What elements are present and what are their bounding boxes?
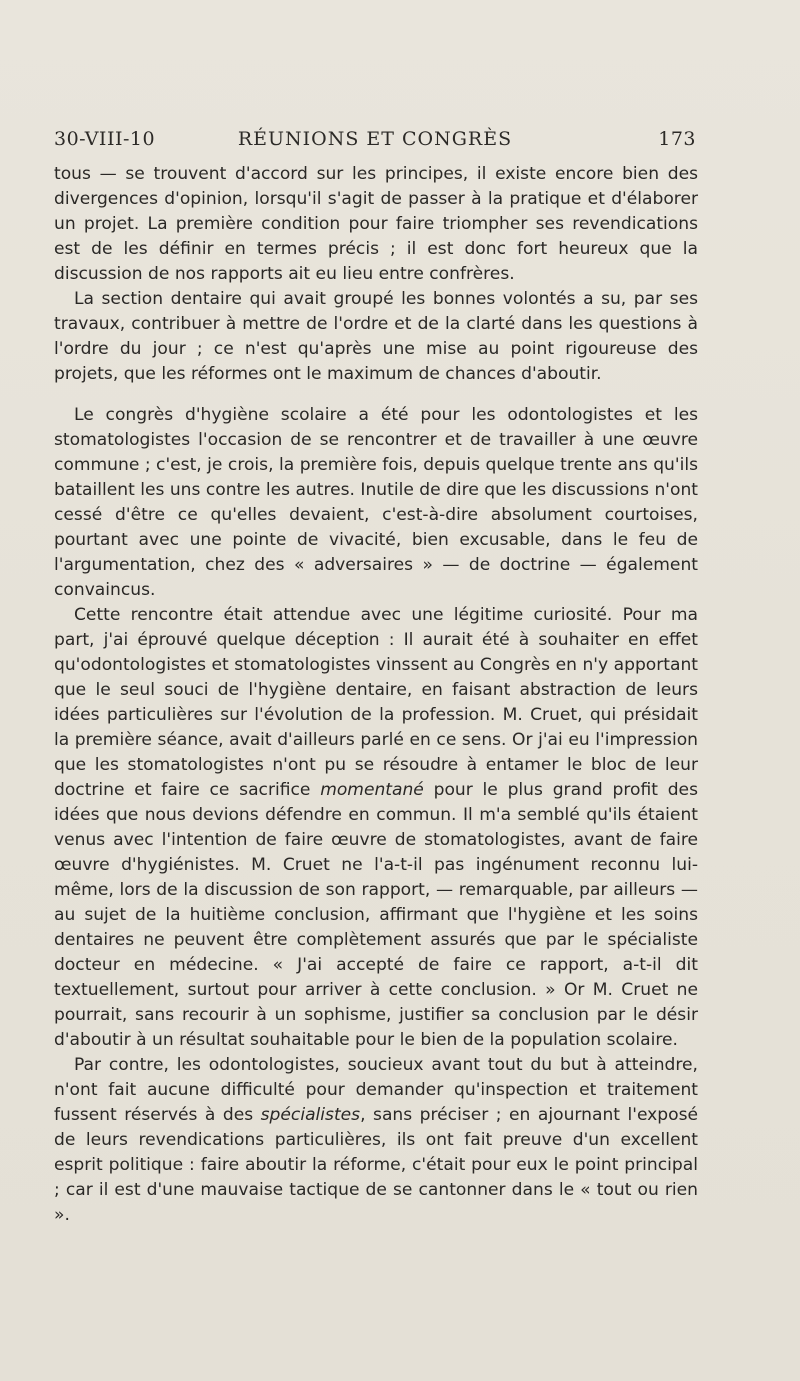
paragraph-5-text-b: , sans préciser ; en ajournant l'exposé de leurs revendications particulières, ils ont fait preuve d'un excellent esprit politique : faire aboutir la réforme, c'était pour eux le point principal ; car il est d'une mauvaise tactique de se cantonner dans le « tout ou rien ». xyxy=(54,1105,699,1225)
paragraph-5-emphasis: spécialistes xyxy=(260,1105,361,1125)
header-date: 30-VIII-10 xyxy=(54,128,156,150)
paragraph-4-text-b: pour le plus grand profit des idées que nous devions défendre en commun. Il m'a semblé qu'ils étaient venus avec l'intention de faire œuvre de stomatologistes, avant de faire œuvre d'hygiénistes. M. Cruet ne l'a-t-il pas ingénument reconnu lui-même, lors de la discussion de son rapport, — remarquable, par ailleurs — au sujet de la huitième conclusion, affirmant que l'hygiène et les soins dentaires ne peuvent être complètement assurés que par le spécialiste docteur en médecine. « J'ai accepté de faire ce rapport, a-t-il dit textuellement, surtout pour arriver à cette conclusion. » Or M. Cruet ne pourrait, sans recourir à un sophisme, justifier sa conclusion par le désir d'aboutir à un résultat souhaitable pour le bien de la population scolaire. xyxy=(54,780,698,1050)
paragraph-4-emphasis: momentané xyxy=(320,780,424,800)
page-number: 173 xyxy=(658,128,696,150)
paragraph-4 xyxy=(54,603,698,1053)
running-head xyxy=(54,128,696,156)
paragraph-5-text-a: Par contre, les odontologistes, soucieux avant tout du but à atteindre, n'ont fait aucune difficulté pour demander qu'inspection et traitement fussent réservés à des xyxy=(54,1055,698,1125)
body-text xyxy=(54,162,698,1228)
paragraph-4-text-a: Cette rencontre était attendue avec une légitime curiosité. Pour ma part, j'ai éprouvé quelque déception : Il aurait été à souhaiter en effet qu'odontologistes et stomatologistes vinssent au Congrès en n'y apportant que le seul souci de l'hygiène dentaire, en faisant abstraction de leurs idées particulières sur l'évolution de la profession. M. Cruet, qui présidait la première séance, avait d'ailleurs parlé en ce sens. Or j'ai eu l'impression que les stomatologistes n'ont pu se résoudre à entamer le bloc de leur doctrine et faire ce sacrifice xyxy=(54,605,698,800)
paragraph-1: tous — se trouvent d'accord sur les principes, il existe encore bien des divergences d'opinion, lorsqu'il s'agit de passer à la pratique et d'élaborer un projet. La première condition pour faire triompher ses revendications est de les définir en termes précis ; il est donc fort heureux que la discussion de nos rapports ait eu lieu entre confrères. xyxy=(54,164,698,284)
paragraph-3: Le congrès d'hygiène scolaire a été pour les odontologistes et les stomatologistes l'occasion de se rencontrer et de travailler à une œuvre commune ; c'est, je crois, la première fois, depuis quelque trente ans qu'ils bataillent les uns contre les autres. Inutile de dire que les discussions n'ont cessé d'être ce qu'elles devaient, c'est-à-dire absolument courtoises, pourtant avec une pointe de vivacité, bien excusable, dans le feu de l'argumentation, chez des « adversaires » — de doctrine — également convaincus. xyxy=(54,405,698,600)
paragraph-2: La section dentaire qui avait groupé les bonnes volontés a su, par ses travaux, contribuer à mettre de l'ordre et de la clarté dans les questions à l'ordre du jour ; ce n'est qu'après une mise au point rigoureuse des projets, que les réformes ont le maximum de chances d'aboutir. xyxy=(54,289,698,384)
paragraph-5 xyxy=(54,1053,698,1228)
header-title: RÉUNIONS ET CONGRÈS xyxy=(237,128,513,150)
